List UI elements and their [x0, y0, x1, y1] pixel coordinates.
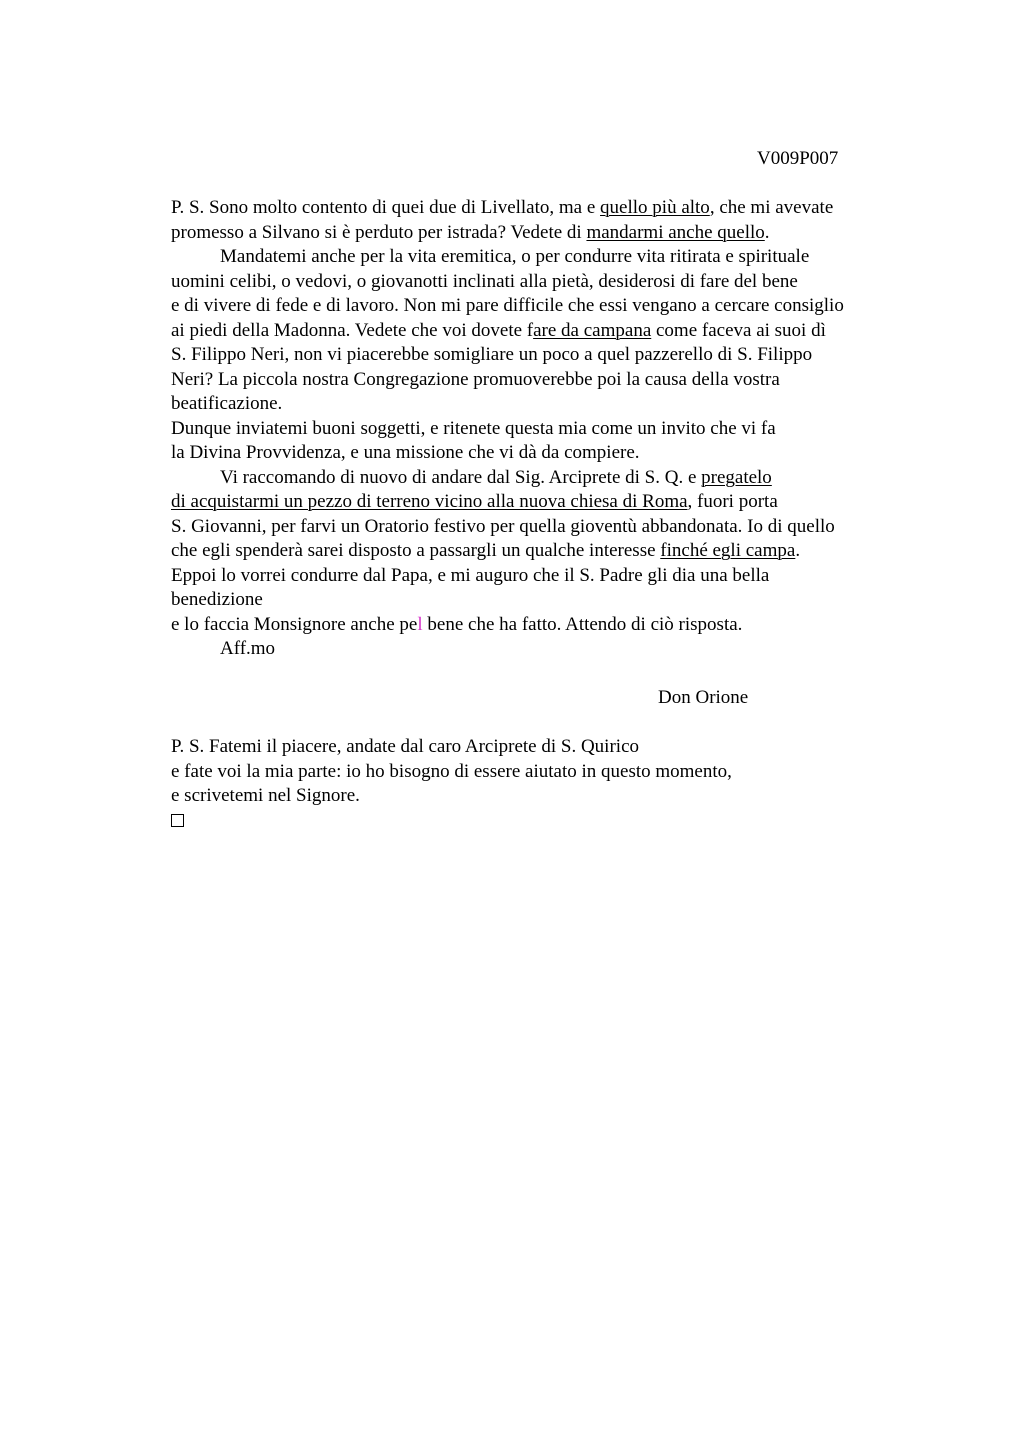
text-line: uomini celibi, o vedovi, o giovanotti inclinati alla pietà, desiderosi di fare del bene	[171, 270, 798, 292]
text-line: S. Giovanni, per farvi un Oratorio festivo per quella gioventù abbandonata. Io di quello	[171, 515, 835, 537]
underlined-text: are da campana	[533, 319, 652, 341]
text-line	[171, 466, 911, 491]
underlined-text: di acquistarmi un pezzo di terreno vicino alla nuova chiesa di Roma	[171, 491, 688, 512]
text-line: e di vivere di fede e di lavoro. Non mi pare difficile che essi vengano a cercare consiglio	[171, 295, 844, 316]
text-line	[171, 613, 911, 638]
text-line: Neri? La piccola nostra Congregazione promuoverebbe poi la causa della vostra	[171, 368, 780, 390]
signature: Don Orione	[658, 687, 749, 708]
line-text: .	[764, 221, 770, 243]
line-text: promesso a Silvano si è perduto per istrada? Vedete di	[171, 221, 587, 243]
page-reference: V009P007	[757, 148, 839, 169]
text-line: Dunque inviatemi buoni soggetti, e ritenete questa mia come un invito che vi fa	[171, 417, 776, 439]
line-text: P. S. Sono molto contento di quei due di Livellato, ma e	[171, 197, 601, 218]
text-line: la Divina Provvidenza, e una missione che vi dà da compiere.	[171, 442, 640, 463]
highlighted-letter: l	[417, 613, 423, 635]
text-line	[171, 319, 911, 344]
line-text: Vi raccomando di nuovo di andare dal Sig. Arciprete di S. Q. e	[220, 466, 702, 488]
underlined-text: finché egli campa	[660, 540, 796, 561]
underlined-text: quello più alto	[600, 197, 710, 218]
closing-text: Aff.mo	[220, 638, 276, 659]
text-line: S. Filippo Neri, non vi piacerebbe somigliare un poco a quel pazzerello di S. Filippo	[171, 344, 813, 365]
text-line	[171, 539, 911, 564]
end-marker	[171, 809, 911, 834]
text-line	[171, 196, 911, 221]
text-line: beatificazione.	[171, 393, 283, 414]
line-text: ai piedi della Madonna. Vedete che voi dovete f	[171, 319, 534, 341]
text-line: e fate voi la mia parte: io ho bisogno di essere aiutato in questo momento,	[171, 760, 732, 782]
line-text: , fuori porta	[687, 491, 778, 512]
line-text: bene che ha fatto. Attendo di ciò risposta.	[422, 613, 743, 635]
blank-line	[171, 711, 911, 736]
blank-line	[171, 662, 911, 687]
line-text: come faceva ai suoi dì	[651, 319, 826, 341]
line-text: , che mi avevate	[709, 197, 834, 218]
line-text: e lo faccia Monsignore anche pe	[171, 613, 418, 635]
text-line: Mandatemi anche per la vita eremitica, o per condurre vita ritirata e spirituale	[220, 246, 810, 267]
line-text: .	[795, 540, 801, 561]
line-text: che egli spenderà sarei disposto a passargli un qualche interesse	[171, 540, 661, 561]
text-line	[171, 221, 911, 246]
text-line: P. S. Fatemi il piacere, andate dal caro Arciprete di S. Quirico	[171, 736, 639, 757]
empty-square-icon	[171, 814, 184, 827]
underlined-text: pregatelo	[701, 466, 772, 488]
text-line	[171, 490, 911, 515]
text-line: e scrivetemi nel Signore.	[171, 785, 360, 806]
text-line: benedizione	[171, 589, 263, 610]
text-line: Eppoi lo vorrei condurre dal Papa, e mi auguro che il S. Padre gli dia una bella	[171, 564, 770, 586]
underlined-text: mandarmi anche quello	[586, 221, 765, 243]
letter-body	[171, 196, 911, 833]
